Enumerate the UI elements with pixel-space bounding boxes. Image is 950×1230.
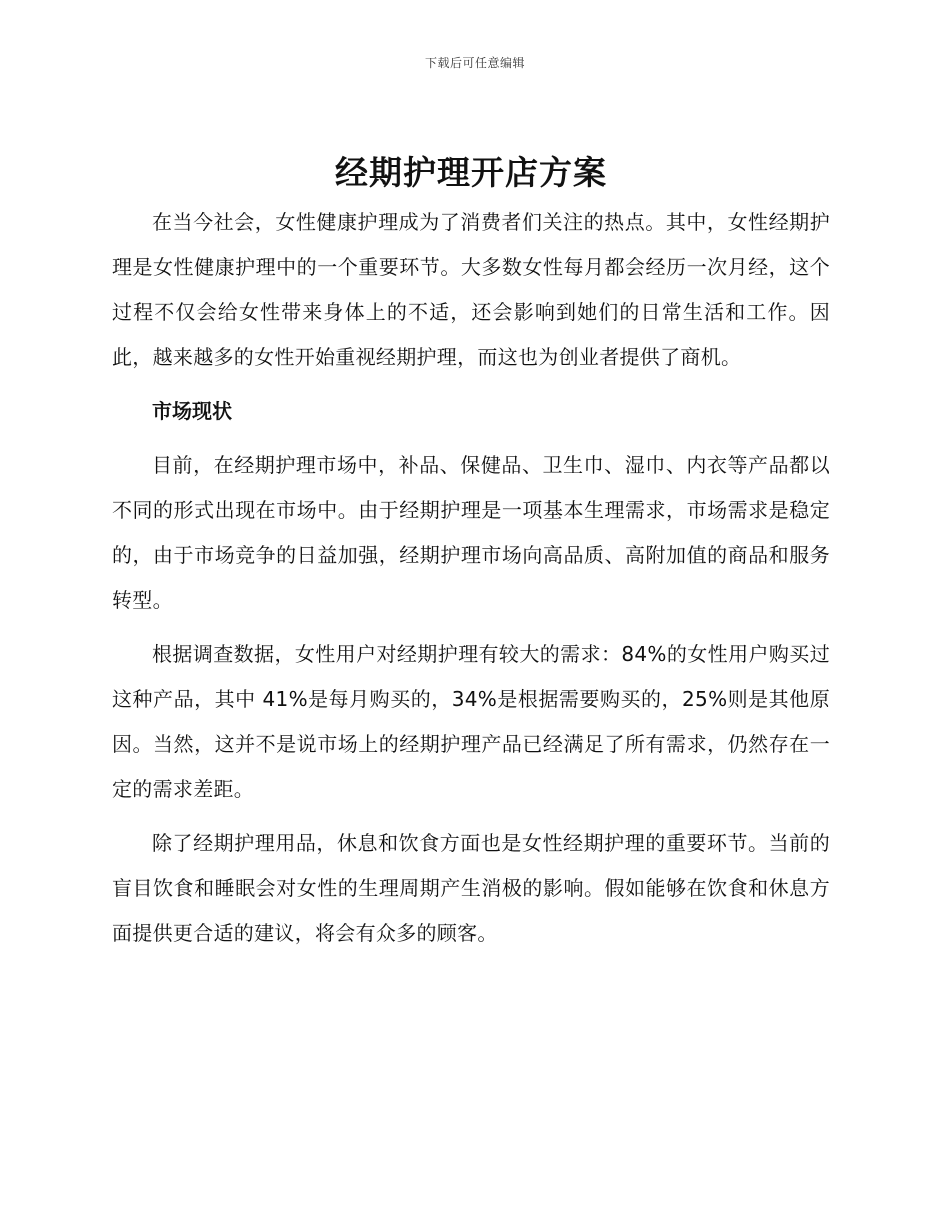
header-note: 下载后可任意编辑 (424, 56, 525, 70)
document-body (112, 150, 830, 965)
section-heading-market-status: 市场现状 (152, 399, 232, 423)
intro-paragraph: 在当今社会，女性健康护理成为了消费者们关注的热点。其中，女性经期护理是女性健康护理中的一个重要环节。大多数女性每月都会经历一次月经，这个过程不仅会给女性带来身体上的不适，还会影响到她们的日常生活和工作。因此，越来越多的女性开始重视经期护理，而这也为创业者提供了商机。 (112, 210, 830, 369)
document-title: 经期护理开店方案 (335, 153, 607, 192)
paragraph-market-overview: 目前，在经期护理市场中，补品、保健品、卫生巾、湿巾、内衣等产品都以不同的形式出现在市场中。由于经期护理是一项基本生理需求，市场需求是稳定的，由于市场竞争的日益加强，经期护理市场向高品质、高附加值的商品和服务转型。 (112, 453, 830, 612)
paragraph-rest-and-diet: 除了经期护理用品，休息和饮食方面也是女性经期护理的重要环节。当前的盲目饮食和睡眠会对女性的生理周期产生消极的影响。假如能够在饮食和休息方面提供更合适的建议，将会有众多的顾客。 (112, 831, 830, 945)
paragraph-survey-data: 根据调查数据，女性用户对经期护理有较大的需求：84%的女性用户购买过这种产品，其中 41%是每月购买的，34%是根据需要购买的，25%则是其他原因。当然，这并不是说市场上的经期护理产品已经满足了所有需求，仍然存在一定的需求差距。 (112, 642, 830, 801)
